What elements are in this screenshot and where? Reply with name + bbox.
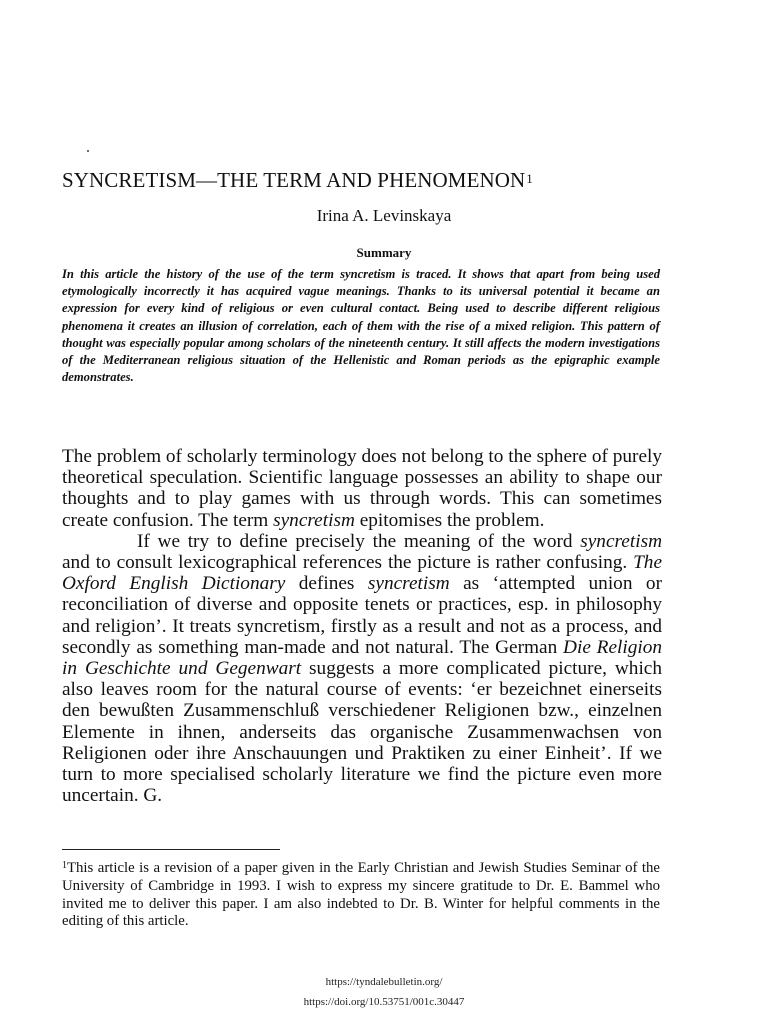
doi-url[interactable]: https://doi.org/10.53751/001c.30447 <box>303 996 465 1008</box>
summary-text: In this article the history of the use of the term syncretism is traced. It shows that apart from being used etymologically incorrectly it has acquired vague meanings. Thanks to its universal potential it became an expression for every kind of religious or even cultural contact. Being used to describe different religious phenomena it creates an illusion of correlation, each of them with the rise of a mixed religion. This pattern of thought was especially popular among scholars of the nineteenth century. It still affects the modern investigations of the Mediterranean religious situation of the Hellenistic and Roman periods as the epigraphic example demonstrates. <box>62 267 660 385</box>
paragraph-1-text-a: The problem of scholarly terminology does not belong to the sphere of purely theoretical speculation. Scientific language possesses an ability to shape our thoughts and to play games with us through words. This can sometimes create confusion. The term <box>62 446 662 531</box>
paragraph-2 <box>62 531 662 807</box>
paragraph-1 <box>62 446 662 531</box>
body-text <box>62 446 662 806</box>
paragraph-2-text-c: defines <box>285 573 368 595</box>
title-footnote-mark: 1 <box>526 171 533 186</box>
paragraph-2-text-d: as ‘attempted union or reconciliation of diverse and opposite tenets or practices, esp. in philosophy and religion’. It treats syncretism, firstly as a result and not as a process, and secondly as something man-made and not natural. The German <box>62 573 662 658</box>
paragraph-2-text-e: suggests a more complicated picture, which also leaves room for the natural course of events: ‘er bezeichnet einerseits den bewußten Zusammenschluß verschiedener Religionen bzw., einzelnen Elemente in ihnen, anderseits das organische Zusammenwachsen von Religionen oder ihre Anschauungen und Praktiken zu einer Einheit’. If we turn to more specialised scholarly literature we find the picture even more uncertain. G. <box>62 658 663 807</box>
scan-speck <box>87 150 89 152</box>
paragraph-2-text-a: If we try to define precisely the meaning of the word <box>137 530 581 552</box>
paragraph-2-term-2: syncretism <box>367 573 450 595</box>
paragraph-2-text-b: and to consult lexicographical references the picture is rather confusing. <box>62 552 634 574</box>
summary-heading: Summary <box>356 245 412 260</box>
paragraph-1-text-b: epitomises the problem. <box>354 509 545 531</box>
article-title <box>62 168 712 193</box>
footnote <box>62 857 660 931</box>
paragraph-2-dictionary-title: The Oxford English Dictionary <box>62 552 662 595</box>
paragraph-2-term-1: syncretism <box>580 530 662 552</box>
footnote-mark: 1 <box>62 860 67 871</box>
author-name: Irina A. Levinskaya <box>316 206 452 225</box>
footer-links <box>0 972 768 1012</box>
paragraph-2-reference-title: Die Religion in Geschichte und Gegenwart <box>62 636 662 680</box>
footnote-divider <box>62 849 280 850</box>
footnote-text: This article is a revision of a paper given in the Early Christian and Jewish Studies Seminar of the University of Cambridge in 1993. I wish to express my sincere gratitude to Dr. E. Bammel who invited me to deliver this paper. I am also indebted to Dr. B. Winter for helpful comments in the editing of this article. <box>62 860 660 930</box>
tyndale-bulletin-url[interactable]: https://tyndalebulletin.org/ <box>325 976 443 988</box>
article-title-text: SYNCRETISM—THE TERM AND PHENOMENON <box>62 168 526 192</box>
paragraph-1-term: syncretism <box>273 509 355 531</box>
